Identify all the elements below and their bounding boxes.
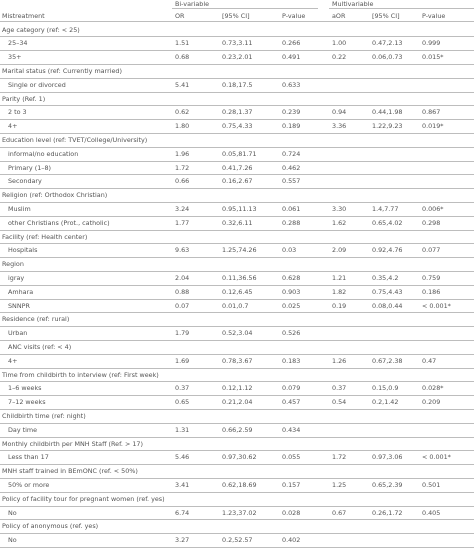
table-row xyxy=(0,354,474,368)
col-header-or: OR xyxy=(175,12,185,20)
category-label: Marital status (ref: Currently married) xyxy=(2,66,122,75)
table-row xyxy=(0,327,474,341)
table-row xyxy=(0,161,474,175)
cell-p2: 0.015* xyxy=(422,53,444,62)
cell-p1: 0.03 xyxy=(282,246,297,255)
table-row xyxy=(0,396,474,410)
cell-ci2: 0.65,2.39 xyxy=(372,480,403,489)
table-row xyxy=(0,271,474,285)
cell-aor: 1.21 xyxy=(332,273,347,282)
cell-ci1: 0.28,1.37 xyxy=(222,108,253,117)
category-row xyxy=(0,437,474,451)
table-row xyxy=(0,175,474,189)
col-header-aor: aOR xyxy=(332,12,346,20)
cell-or: 9.63 xyxy=(175,246,190,255)
cell-ci2: 0.35,4.2 xyxy=(372,273,399,282)
category-label: MNH staff trained in BEmONC (ref. < 50%) xyxy=(2,467,138,476)
row-label: Less than 17 xyxy=(8,453,49,462)
cell-ci1: 1.23,37.02 xyxy=(222,508,257,517)
cell-p2: 0.209 xyxy=(422,398,441,407)
row-label: Urban xyxy=(8,329,28,338)
table-row xyxy=(0,285,474,299)
table-row xyxy=(0,423,474,437)
category-label: Policy of anonymous (ref. yes) xyxy=(2,522,99,531)
cell-p1: 0.157 xyxy=(282,480,301,489)
cell-p1: 0.061 xyxy=(282,204,301,213)
cell-or: 0.62 xyxy=(175,108,190,117)
cell-ci2: 0.97,3.06 xyxy=(372,453,403,462)
category-row xyxy=(0,189,474,203)
cell-aor: 0.54 xyxy=(332,398,347,407)
group-underline-multivariable xyxy=(329,8,474,9)
cell-ci1: 0.73,3.11 xyxy=(222,39,253,48)
cell-or: 3.27 xyxy=(175,536,190,545)
cell-ci1: 0.11,36.56 xyxy=(222,273,257,282)
cell-or: 1.31 xyxy=(175,425,190,434)
table-row xyxy=(0,299,474,313)
cell-p2: 0.006* xyxy=(422,204,444,213)
cell-ci2: 0.26,1.72 xyxy=(372,508,403,517)
cell-ci2: 0.44,1.98 xyxy=(372,108,403,117)
cell-ci1: 0.01,0.7 xyxy=(222,301,249,310)
cell-or: 0.68 xyxy=(175,53,190,62)
cell-aor: 3.36 xyxy=(332,122,347,131)
row-label: No xyxy=(8,508,17,517)
row-label: 2 to 3 xyxy=(8,108,27,117)
category-label: Parity (Ref. 1) xyxy=(2,94,46,103)
category-label: Age category (ref: < 25) xyxy=(2,25,80,34)
table-row xyxy=(0,37,474,51)
table-row xyxy=(0,120,474,134)
col-header-adj-ci: [95% CI] xyxy=(372,12,400,20)
cell-ci2: 0.67,2.38 xyxy=(372,356,403,365)
cell-p1: 0.628 xyxy=(282,273,301,282)
cell-p1: 0.189 xyxy=(282,122,301,131)
cell-p1: 0.457 xyxy=(282,398,301,407)
row-label: Amhara xyxy=(8,287,34,296)
cell-p1: 0.288 xyxy=(282,218,301,227)
cell-or: 5.41 xyxy=(175,80,190,89)
category-row xyxy=(0,133,474,147)
table-row xyxy=(0,382,474,396)
cell-or: 1.96 xyxy=(175,149,190,158)
cell-p1: 0.055 xyxy=(282,453,301,462)
cell-aor: 0.22 xyxy=(332,53,347,62)
row-label: Primary (1–8) xyxy=(8,163,52,172)
cell-ci1: 0.2,52.57 xyxy=(222,536,253,545)
cell-ci2: 0.75,4.43 xyxy=(372,287,403,296)
cell-ci2: 0.15,0.9 xyxy=(372,384,399,393)
cell-or: 2.04 xyxy=(175,273,190,282)
row-label: Hospitals xyxy=(8,246,38,255)
cell-ci2: 0.47,2.13 xyxy=(372,39,403,48)
category-row xyxy=(0,465,474,479)
category-label: Monthly childbirth per MNH Staff (Ref. > 17) xyxy=(2,439,143,448)
cell-aor: 1.82 xyxy=(332,287,347,296)
cell-p1: 0.025 xyxy=(282,301,301,310)
row-label: Muslim xyxy=(8,204,31,213)
cell-p1: 0.028 xyxy=(282,508,301,517)
category-row xyxy=(0,368,474,382)
cell-p2: 0.501 xyxy=(422,480,441,489)
cell-aor: 1.62 xyxy=(332,218,347,227)
cell-ci1: 0.95,11.13 xyxy=(222,204,257,213)
cell-p1: 0.526 xyxy=(282,329,301,338)
row-label: igray xyxy=(8,273,25,282)
category-label: Policy of facility tour for pregnant women (ref. yes) xyxy=(2,494,165,503)
cell-or: 5.46 xyxy=(175,453,190,462)
cell-aor: 3.30 xyxy=(332,204,347,213)
row-label: 7–12 weeks xyxy=(8,398,46,407)
row-label: 1–6 weeks xyxy=(8,384,42,393)
cell-p2: 0.867 xyxy=(422,108,441,117)
cell-ci2: 0.08,0.44 xyxy=(372,301,403,310)
cell-or: 1.80 xyxy=(175,122,190,131)
row-label: 50% or more xyxy=(8,480,50,489)
table-row xyxy=(0,216,474,230)
row-label: Single or divorced xyxy=(8,80,66,89)
row-label: SNNPR xyxy=(8,301,30,310)
cell-aor: 0.67 xyxy=(332,508,347,517)
category-row xyxy=(0,92,474,106)
table-row xyxy=(0,244,474,258)
cell-or: 1.72 xyxy=(175,163,190,172)
row-label: 4+ xyxy=(8,122,18,131)
group-header-bivariable: Bi-variable xyxy=(175,0,210,8)
category-row xyxy=(0,23,474,37)
cell-ci1: 0.66,2.59 xyxy=(222,425,253,434)
cell-aor: 0.94 xyxy=(332,108,347,117)
category-label: Facility (ref: Health center) xyxy=(2,232,88,241)
cell-or: 0.37 xyxy=(175,384,190,393)
cell-ci1: 0.75,4.33 xyxy=(222,122,253,131)
cell-p1: 0.491 xyxy=(282,53,301,62)
cell-ci1: 0.41,7.26 xyxy=(222,163,253,172)
cell-or: 0.65 xyxy=(175,398,190,407)
cell-p2: 0.47 xyxy=(422,356,437,365)
cell-aor: 1.72 xyxy=(332,453,347,462)
cell-p1: 0.462 xyxy=(282,163,301,172)
table-row xyxy=(0,478,474,492)
cell-p2: 0.028* xyxy=(422,384,444,393)
cell-p1: 0.724 xyxy=(282,149,301,158)
cell-p1: 0.903 xyxy=(282,287,301,296)
category-row xyxy=(0,492,474,506)
cell-p1: 0.434 xyxy=(282,425,301,434)
row-label: other Christians (Prot., catholic) xyxy=(8,218,110,227)
table-row xyxy=(0,451,474,465)
row-label: 4+ xyxy=(8,356,18,365)
cell-or: 6.74 xyxy=(175,508,190,517)
cell-p1: 0.633 xyxy=(282,80,301,89)
group-header-multivariable: Multivariable xyxy=(332,0,374,8)
cell-p1: 0.239 xyxy=(282,108,301,117)
cell-or: 1.79 xyxy=(175,329,190,338)
col-header-mistreatment: Mistreatment xyxy=(2,12,45,20)
cell-p2: 0.999 xyxy=(422,39,441,48)
category-label: Time from childbirth to interview (ref: First week) xyxy=(2,370,159,379)
cell-or: 0.66 xyxy=(175,177,190,186)
cell-p2: 0.759 xyxy=(422,273,441,282)
row-label: informal/no education xyxy=(8,149,79,158)
cell-aor: 0.37 xyxy=(332,384,347,393)
row-label: Secondary xyxy=(8,177,42,186)
cell-ci2: 0.65,4.02 xyxy=(372,218,403,227)
cell-ci1: 1.25,74.26 xyxy=(222,246,257,255)
cell-ci2: 0.2,1.42 xyxy=(372,398,399,407)
row-label: ANC visits (ref: < 4) xyxy=(8,342,72,351)
cell-ci1: 0.05,81.71 xyxy=(222,149,257,158)
cell-ci2: 0.06,0.73 xyxy=(372,53,403,62)
row-label: 25–34 xyxy=(8,39,28,48)
table-row xyxy=(0,78,474,92)
row-label: 35+ xyxy=(8,53,22,62)
category-label: Education level (ref: TVET/College/University) xyxy=(2,135,148,144)
cell-ci2: 1.4,7.77 xyxy=(372,204,399,213)
cell-or: 1.69 xyxy=(175,356,190,365)
category-row xyxy=(0,230,474,244)
table-row xyxy=(0,340,474,354)
cell-p2: 0.019* xyxy=(422,122,444,131)
cell-p2: 0.186 xyxy=(422,287,441,296)
cell-ci1: 0.78,3.67 xyxy=(222,356,253,365)
cell-p1: 0.557 xyxy=(282,177,301,186)
cell-or: 0.07 xyxy=(175,301,190,310)
table-row xyxy=(0,534,474,548)
cell-or: 3.24 xyxy=(175,204,190,213)
row-label: No xyxy=(8,536,17,545)
cell-ci1: 0.12,6.45 xyxy=(222,287,253,296)
cell-or: 3.41 xyxy=(175,480,190,489)
table-row xyxy=(0,147,474,161)
cell-or: 1.77 xyxy=(175,218,190,227)
cell-aor: 1.26 xyxy=(332,356,347,365)
cell-ci1: 0.16,2.67 xyxy=(222,177,253,186)
cell-p2: < 0.001* xyxy=(422,301,451,310)
cell-p2: < 0.001* xyxy=(422,453,451,462)
cell-ci1: 0.62,18.69 xyxy=(222,480,257,489)
table-row xyxy=(0,51,474,65)
cell-ci1: 0.52,3.04 xyxy=(222,329,253,338)
cell-aor: 2.09 xyxy=(332,246,347,255)
cell-ci1: 0.12,1.12 xyxy=(222,384,253,393)
cell-aor: 1.00 xyxy=(332,39,347,48)
cell-or: 0.88 xyxy=(175,287,190,296)
table-row xyxy=(0,506,474,520)
cell-p1: 0.266 xyxy=(282,39,301,48)
table-row xyxy=(0,202,474,216)
table-row xyxy=(0,106,474,120)
header-rule xyxy=(0,21,474,22)
category-label: Childbirth time (ref: night) xyxy=(2,411,86,420)
col-header-ci: [95% CI] xyxy=(222,12,250,20)
cell-ci1: 0.18,17.5 xyxy=(222,80,253,89)
cell-aor: 1.25 xyxy=(332,480,347,489)
row-label: Day time xyxy=(8,425,38,434)
category-label: Residence (ref: rural) xyxy=(2,315,70,324)
cell-or: 1.51 xyxy=(175,39,190,48)
category-row xyxy=(0,520,474,534)
cell-p1: 0.402 xyxy=(282,536,301,545)
group-underline-bivariable xyxy=(172,8,318,9)
category-label: Region xyxy=(2,260,24,269)
cell-ci1: 0.23,2.01 xyxy=(222,53,253,62)
cell-aor: 0.19 xyxy=(332,301,347,310)
cell-p2: 0.405 xyxy=(422,508,441,517)
cell-p2: 0.077 xyxy=(422,246,441,255)
cell-p1: 0.079 xyxy=(282,384,301,393)
category-row xyxy=(0,313,474,327)
category-row xyxy=(0,409,474,423)
cell-ci1: 0.21,2.04 xyxy=(222,398,253,407)
cell-ci2: 1.22,9.23 xyxy=(372,122,403,131)
category-row xyxy=(0,64,474,78)
category-row xyxy=(0,258,474,272)
cell-ci2: 0.92,4.76 xyxy=(372,246,403,255)
col-header-adj-pvalue: P-value xyxy=(422,12,446,20)
cell-ci1: 0.97,30.62 xyxy=(222,453,257,462)
category-label: Religion (ref: Orthodox Christian) xyxy=(2,191,108,200)
cell-p1: 0.183 xyxy=(282,356,301,365)
cell-ci1: 0.32,6.11 xyxy=(222,218,253,227)
col-header-pvalue: P-value xyxy=(282,12,306,20)
cell-p2: 0.298 xyxy=(422,218,441,227)
